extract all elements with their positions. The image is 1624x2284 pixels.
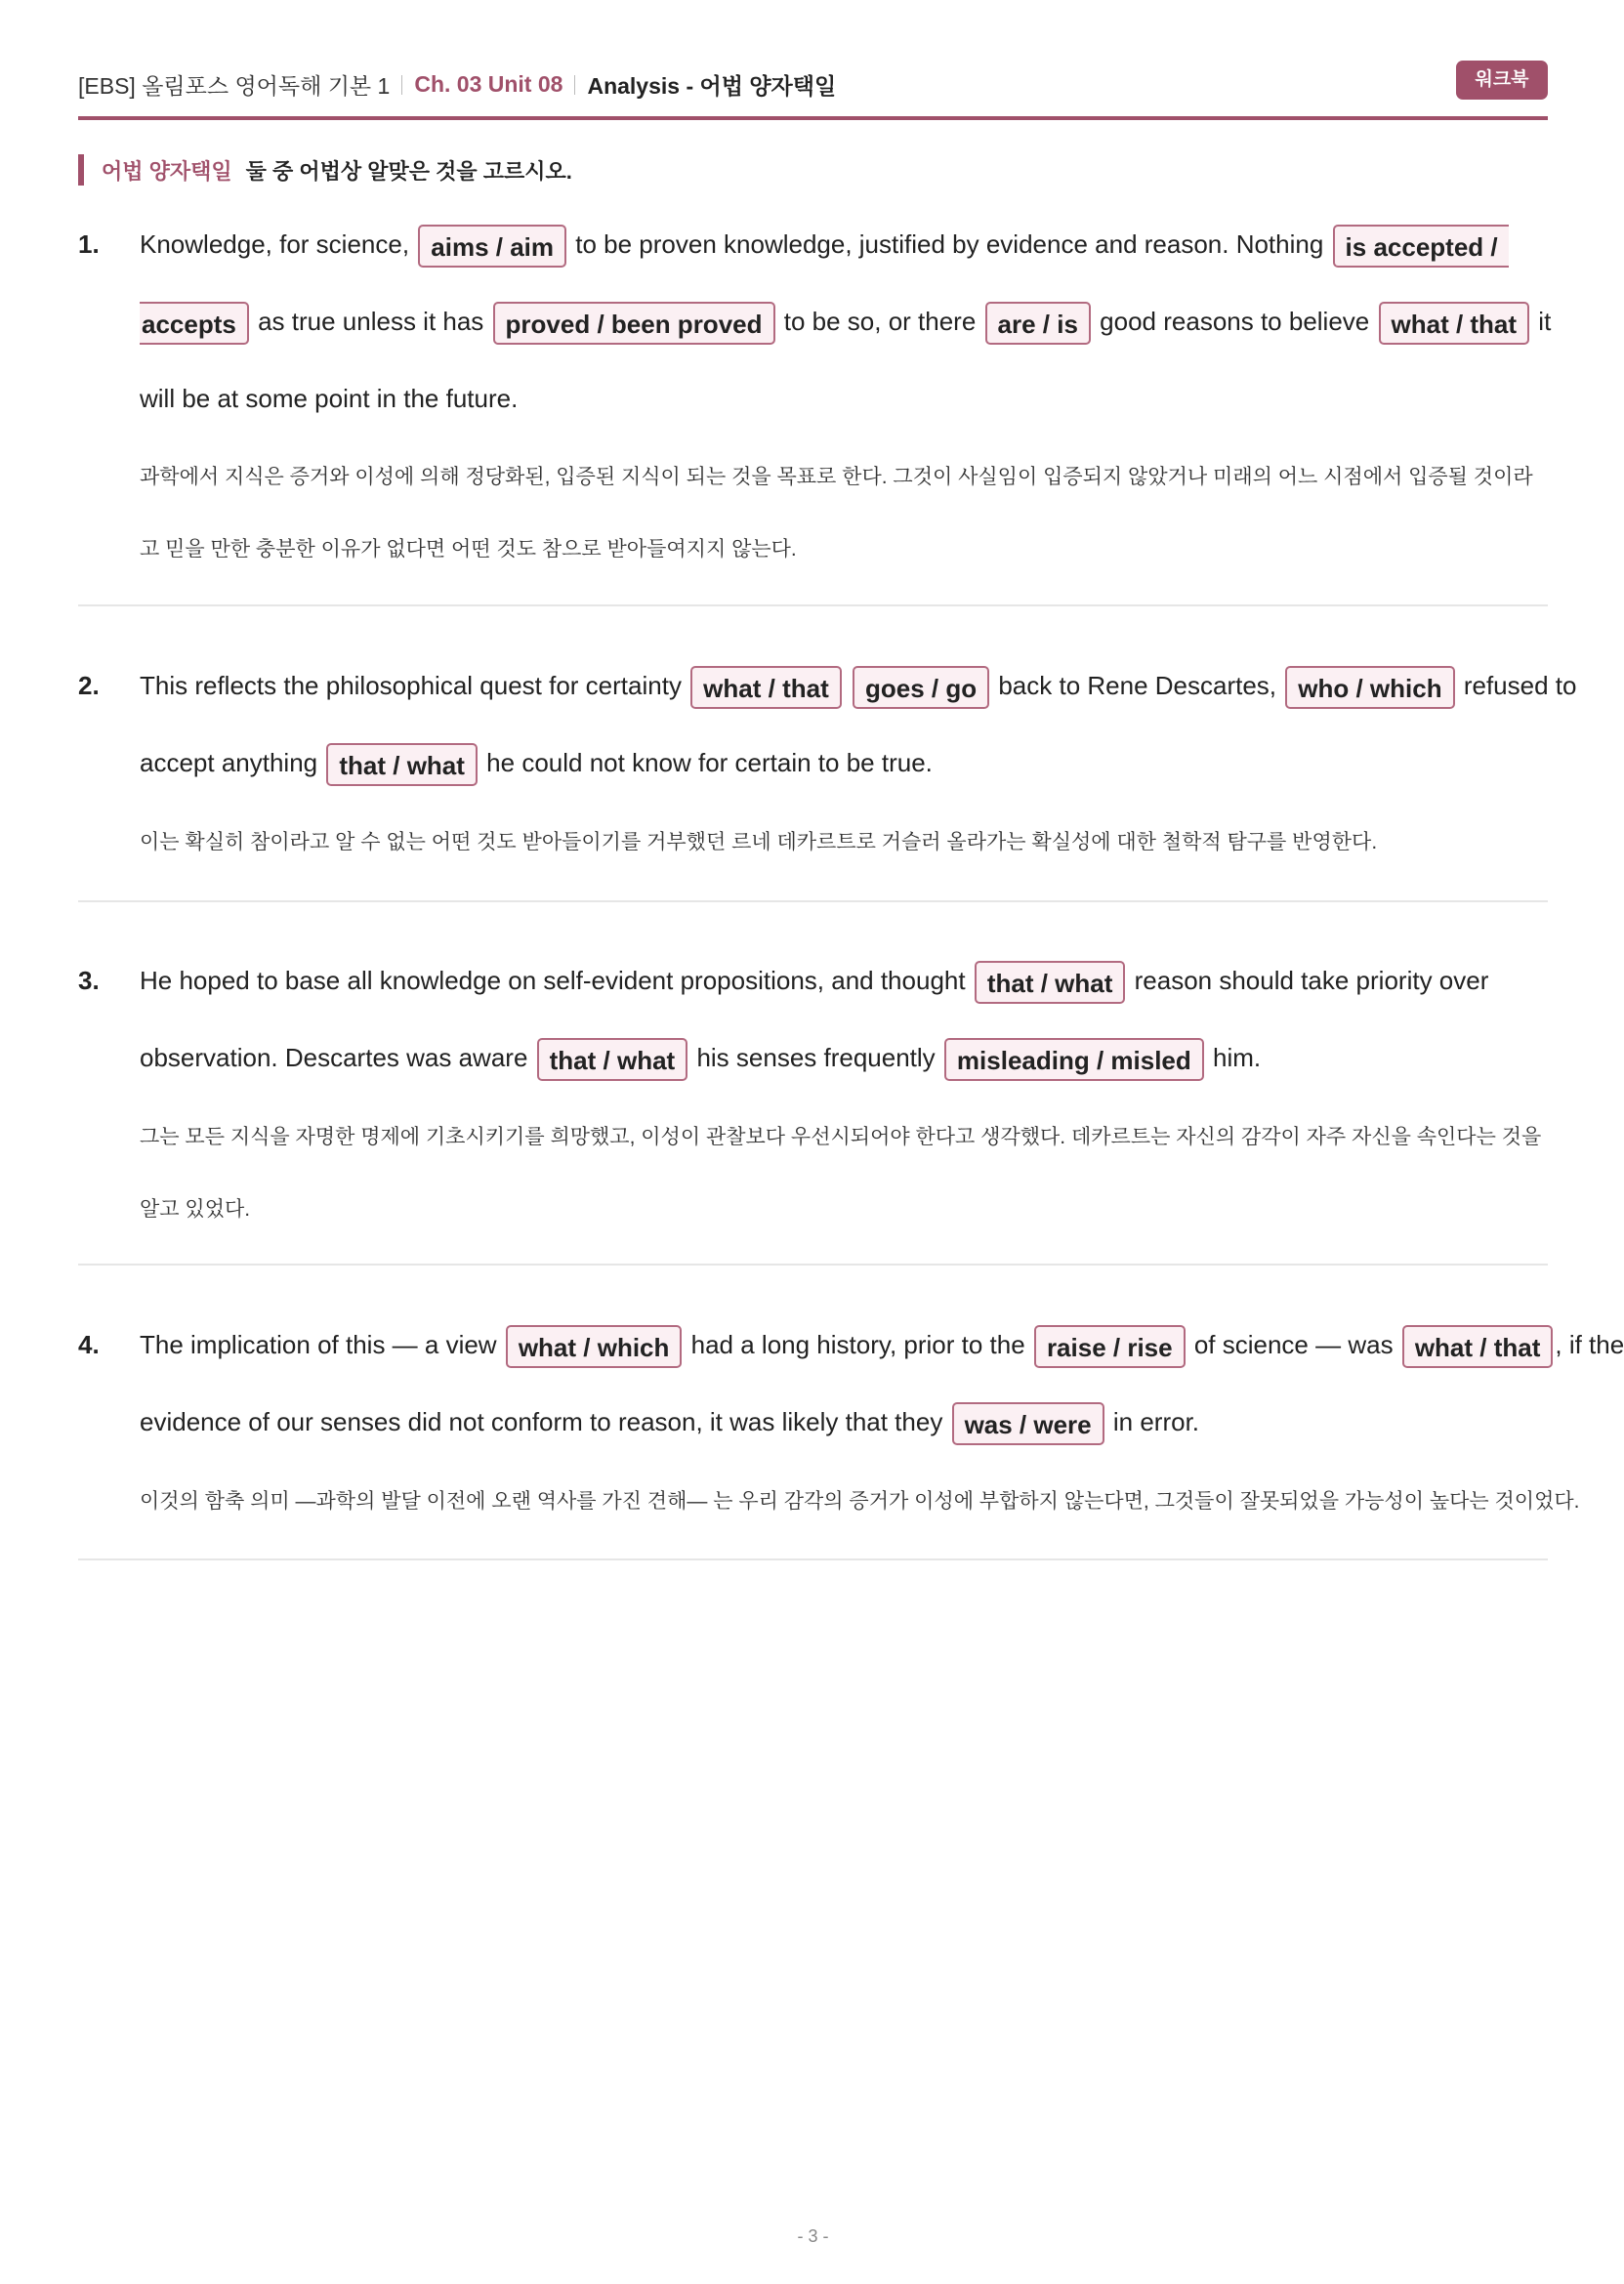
text-segment: evidence of our senses did not conform to reason, it was likely that they	[140, 1407, 943, 1436]
korean-line: 이는 확실히 참이라고 알 수 없는 어떤 것도 받아들이기를 거부했던 르네 데카르트로 거슬러 올라가는 확실성에 대한 철학적 탐구를 반영한다.	[140, 831, 1378, 853]
text-segment: as true unless it has	[258, 307, 484, 336]
english-line	[140, 1019, 1548, 1097]
choice-box[interactable]: who / which	[1285, 666, 1454, 709]
header-rule	[78, 116, 1548, 120]
instruction-text: 둘 중 어법상 알맞은 것을 고르시오.	[245, 158, 572, 184]
question-number: 4.	[78, 1330, 100, 1359]
choice-box[interactable]: what / that	[1402, 1325, 1554, 1368]
korean-line: 고 믿을 만한 충분한 이유가 없다면 어떤 것도 참으로 받아들여지지 않는다.	[140, 538, 797, 561]
question-number: 2.	[78, 671, 100, 700]
korean-line: 이것의 함축 의미 —과학의 발달 이전에 오랜 역사를 가진 견해— 는 우리 감각의 증거가 이성에 부합하지 않는다면, 그것들이 잘못되었을 가능성이 높다는 것이었다.	[140, 1490, 1580, 1513]
question-divider	[78, 1558, 1548, 1560]
page-header	[78, 61, 1548, 111]
english-line	[140, 283, 1552, 360]
section-title: Analysis - 어법 양자택일	[587, 73, 837, 99]
question-korean	[140, 1101, 1548, 1246]
text-segment: he could not know for certain to be true.	[486, 748, 933, 777]
text-segment: will be at some point in the future.	[140, 384, 519, 413]
english-line	[140, 206, 1548, 283]
text-segment: it	[1538, 307, 1552, 336]
instruction-label: 어법 양자택일	[102, 158, 232, 184]
choice-box[interactable]: raise / rise	[1034, 1325, 1186, 1368]
text-segment: back to Rene Descartes,	[998, 671, 1277, 700]
choice-box[interactable]: what / that	[1379, 302, 1530, 345]
workbook-badge: 워크북	[1456, 61, 1548, 100]
header-separator	[401, 75, 402, 95]
question-number: 3.	[78, 966, 100, 995]
question-english	[140, 942, 1548, 1097]
instruction-bar	[78, 154, 84, 186]
choice-box[interactable]: was / were	[952, 1402, 1104, 1445]
text-segment: reason should take priority over	[1134, 966, 1489, 995]
choice-box[interactable]: is accepted /	[1333, 225, 1509, 268]
unit-label: Ch. 03 Unit 08	[414, 71, 563, 97]
korean-line: 알고 있었다.	[140, 1198, 251, 1221]
question-korean	[140, 1466, 1580, 1538]
question-divider	[78, 1264, 1548, 1266]
header-breadcrumb	[78, 68, 836, 101]
page-number: - 3 -	[797, 2226, 829, 2246]
text-segment: to be so, or there	[783, 307, 977, 336]
question-english	[140, 647, 1577, 802]
choice-box[interactable]: proved / been proved	[493, 302, 775, 345]
book-title: [EBS] 올림포스 영어독해 기본 1	[78, 73, 391, 99]
text-segment: in error.	[1112, 1407, 1200, 1436]
choice-box[interactable]: that / what	[537, 1038, 688, 1081]
english-line	[140, 725, 1548, 802]
choice-box[interactable]: misleading / misled	[944, 1038, 1204, 1081]
text-segment: refused to	[1463, 671, 1577, 700]
question-english	[140, 1307, 1624, 1461]
choice-box[interactable]: what / that	[690, 666, 842, 709]
text-segment: to be proven knowledge, justified by evidence and reason. Nothing	[575, 229, 1324, 259]
choice-box[interactable]: that / what	[975, 961, 1126, 1004]
korean-line: 그는 모든 지식을 자명한 명제에 기초시키기를 희망했고, 이성이 관찰보다 우선시되어야 한다고 생각했다. 데카르트는 자신의 감각이 자주 자신을 속인다는 것을	[140, 1126, 1542, 1148]
english-line	[140, 647, 1577, 725]
text-segment: accept anything	[140, 748, 318, 777]
text-segment: The implication of this — a view	[140, 1330, 497, 1359]
text-segment: , if the	[1555, 1330, 1624, 1359]
question-korean	[140, 441, 1548, 586]
text-segment: his senses frequently	[696, 1043, 936, 1072]
text-segment: had a long history, prior to the	[690, 1330, 1025, 1359]
text-segment: good reasons to believe	[1100, 307, 1370, 336]
question-divider	[78, 604, 1548, 606]
text-segment: This reflects the philosophical quest for certainty	[140, 671, 682, 700]
korean-line: 과학에서 지식은 증거와 이성에 의해 정당화된, 입증된 지식이 되는 것을 목표로 한다. 그것이 사실임이 입증되지 않았거나 미래의 어느 시점에서 입증될 것이라	[140, 466, 1533, 488]
english-line	[140, 360, 1548, 437]
question-english	[140, 206, 1552, 437]
question-divider	[78, 900, 1548, 902]
choice-box[interactable]: what / which	[506, 1325, 683, 1368]
instruction	[78, 154, 572, 186]
english-line	[140, 942, 1548, 1019]
choice-box[interactable]: aims / aim	[418, 225, 566, 268]
text-segment: him.	[1213, 1043, 1262, 1072]
english-line	[140, 1384, 1548, 1461]
choice-box[interactable]: goes / go	[853, 666, 989, 709]
text-segment: of science — was	[1193, 1330, 1394, 1359]
text-segment: He hoped to base all knowledge on self-evident propositions, and thought	[140, 966, 966, 995]
text-segment: Knowledge, for science,	[140, 229, 410, 259]
choice-box[interactable]: that / what	[326, 743, 478, 786]
header-separator	[574, 75, 575, 95]
question-number: 1.	[78, 229, 100, 259]
english-line	[140, 1307, 1624, 1384]
choice-box[interactable]: accepts	[140, 302, 249, 345]
question-korean	[140, 807, 1548, 879]
choice-box[interactable]: are / is	[985, 302, 1091, 345]
text-segment: observation. Descartes was aware	[140, 1043, 528, 1072]
workbook-page	[78, 0, 1624, 2284]
